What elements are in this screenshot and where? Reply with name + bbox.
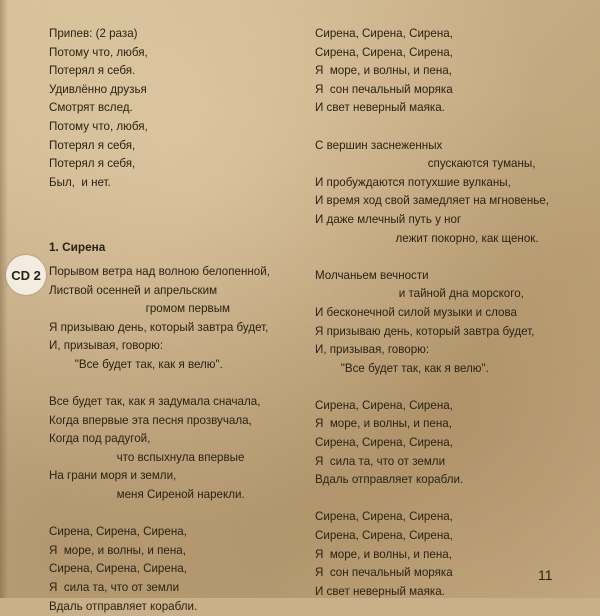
lyric-line: громом первым: [49, 302, 231, 316]
lyric-line: что вспыхнула впервые: [49, 450, 245, 464]
lyric-line: И свет неверный маяка.: [315, 101, 445, 115]
spacer: [315, 248, 585, 267]
lyric-line: Я сон печальный моряка: [315, 82, 453, 96]
lyric-line: На грани моря и земли,: [49, 469, 177, 483]
lyric-line: Сирена, Сирена, Сирена,: [315, 398, 453, 412]
lyric-line: Сирена, Сирена, Сирена,: [315, 436, 453, 450]
spacer: [315, 378, 585, 397]
lyric-line: Сирена, Сирена, Сирена,: [49, 525, 187, 539]
lyric-line: И бесконечной силой музыки и слова: [315, 305, 517, 319]
lyric-line: лежит покорно, как щенок.: [315, 231, 539, 245]
lyric-line: Вдаль отправляет корабли.: [315, 473, 464, 487]
lyric-line: Сирена, Сирена, Сирена,: [315, 529, 453, 543]
lyric-line: Я море, и волны, и пена,: [315, 64, 452, 78]
lyric-line: Я сила та, что от земли: [49, 581, 180, 595]
lyric-line: И свет неверный маяка.: [315, 584, 445, 598]
lyric-line: И, призывая, говорю:: [315, 343, 430, 357]
lyric-line: Сирена, Сирена, Сирена,: [315, 27, 453, 40]
chorus-block: [49, 25, 299, 192]
spacer: [49, 505, 299, 524]
spacer: [49, 192, 299, 238]
lyric-line: Сирена, Сирена, Сирена,: [315, 45, 453, 59]
lyric-line: И пробуждаются потухшие вулканы,: [315, 175, 511, 189]
lyric-line: Я призываю день, который завтра будет,: [315, 324, 535, 338]
lyric-line: Смотрят вслед.: [49, 101, 133, 115]
lyric-line: И время ход свой замедляет на мгновенье,: [315, 194, 549, 208]
verse-block: [315, 137, 585, 249]
lyric-line: Я сила та, что от земли: [315, 454, 446, 468]
page-number: 11: [538, 567, 553, 583]
lyric-line: Когда впервые эта песня прозвучала,: [49, 413, 252, 427]
lyric-line: С вершин заснеженных: [315, 138, 443, 152]
lyric-line: Сирена, Сирена, Сирена,: [49, 562, 187, 576]
lyric-line: И, призывая, говорю:: [49, 339, 164, 353]
lyric-line: Сирена, Сирена, Сирена,: [315, 510, 453, 524]
lyric-line: Припев: (2 раза): [49, 27, 138, 40]
verse-block: [49, 263, 299, 375]
spacer: [315, 118, 585, 137]
left-column: [49, 25, 299, 616]
lyric-line: Когда под радугой,: [49, 432, 151, 446]
lyric-line: Молчаньем вечности: [315, 268, 429, 282]
right-column: [315, 25, 585, 601]
spacer: [49, 375, 299, 394]
lyric-line: и тайной дна морского,: [315, 287, 524, 301]
lyric-line: Удивлённо друзья: [49, 82, 147, 96]
lyric-line: Я море, и волны, и пена,: [315, 547, 452, 561]
lyric-line: Потому что, любя,: [49, 45, 148, 59]
lyric-line: Я сон печальный моряка: [315, 566, 453, 580]
lyric-line: меня Сиреной нарекли.: [49, 488, 245, 502]
chorus-block: [315, 508, 585, 601]
cd-badge: CD 2: [6, 255, 46, 295]
lyric-line: И даже млечный путь у ног: [315, 212, 462, 226]
chorus-block: [49, 523, 299, 616]
lyric-line: "Все будет так, как я велю".: [49, 357, 223, 371]
song-title: 1. Сирена: [49, 240, 106, 255]
lyric-line: Порывом ветра над волною белопенной,: [49, 264, 270, 278]
chorus-block: [315, 397, 585, 490]
lyric-line: Вдаль отправляет корабли.: [49, 599, 198, 613]
verse-block: [315, 267, 585, 379]
lyric-line: Все будет так, как я задумала сначала,: [49, 395, 261, 409]
lyric-line: Потерял я себя,: [49, 138, 136, 152]
chorus-block: [315, 25, 585, 118]
lyric-line: Потерял я себя,: [49, 157, 136, 171]
lyric-line: Потерял я себя.: [49, 64, 136, 78]
lyric-line: Листвой осенней и апрельским: [49, 283, 218, 297]
lyric-line: Был, и нет.: [49, 175, 111, 189]
lyric-line: спускаются туманы,: [315, 157, 536, 171]
booklet-spine-shadow: [0, 0, 8, 598]
lyric-line: Я призываю день, который завтра будет,: [49, 320, 269, 334]
spacer: [315, 490, 585, 509]
lyric-line: "Все будет так, как я велю".: [315, 361, 489, 375]
verse-block: [49, 393, 299, 505]
lyric-line: Я море, и волны, и пена,: [49, 543, 186, 557]
lyric-line: Я море, и волны, и пена,: [315, 417, 452, 431]
lyric-line: Потому что, любя,: [49, 119, 148, 133]
